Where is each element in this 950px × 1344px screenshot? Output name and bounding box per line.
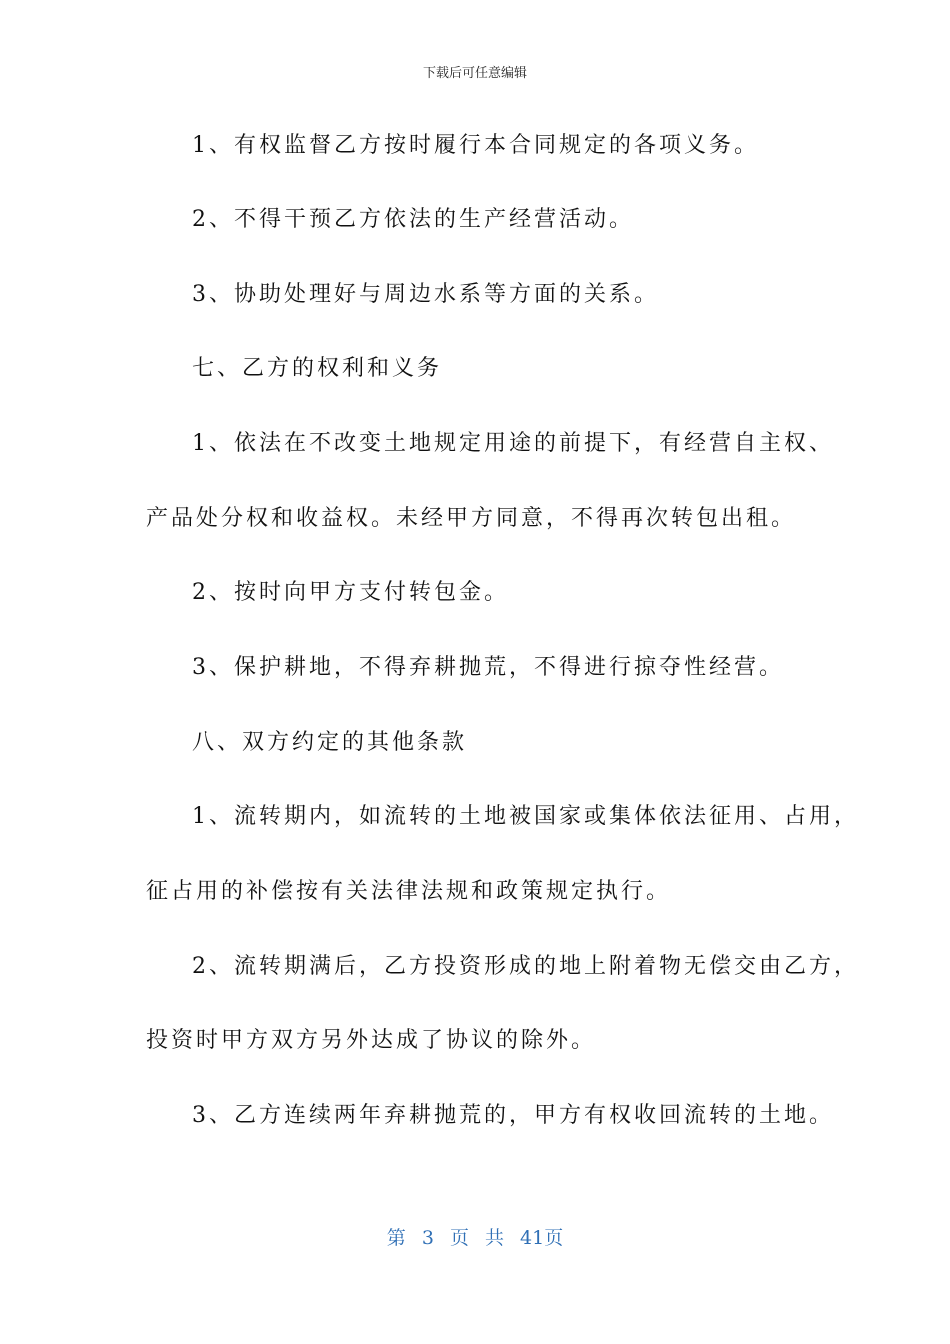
paragraph-line: 1、依法在不改变土地规定用途的前提下，有经营自主权、 (192, 431, 834, 456)
section-heading: 七、乙方的权利和义务 (192, 356, 443, 381)
section-heading: 八、双方约定的其他条款 (192, 730, 468, 755)
paragraph-line: 2、流转期满后，乙方投资形成的地上附着物无偿交由乙方， (192, 954, 859, 979)
paragraph-line: 2、不得干预乙方依法的生产经营活动。 (192, 207, 634, 232)
paragraph-line: 征占用的补偿按有关法律法规和政策规定执行。 (146, 879, 672, 904)
paragraph-line: 投资时甲方双方另外达成了协议的除外。 (146, 1028, 597, 1053)
page-header: 下载后可任意编辑 (422, 66, 527, 81)
paragraph-line: 产品处分权和收益权。未经甲方同意，不得再次转包出租。 (146, 506, 797, 531)
paragraph-line: 1、有权监督乙方按时履行本合同规定的各项义务。 (192, 133, 759, 158)
paragraph-line: 1、流转期内，如流转的土地被国家或集体依法征用、占用， (192, 804, 859, 829)
paragraph-line: 3、协助处理好与周边水系等方面的关系。 (192, 282, 659, 307)
page-number-footer: 第 3 页 共 41页 (386, 1227, 564, 1249)
paragraph-line: 3、乙方连续两年弃耕抛荒的，甲方有权收回流转的土地。 (192, 1103, 834, 1128)
paragraph-line: 2、按时向甲方支付转包金。 (192, 580, 509, 605)
paragraph-line: 3、保护耕地，不得弃耕抛荒，不得进行掠夺性经营。 (192, 655, 784, 680)
